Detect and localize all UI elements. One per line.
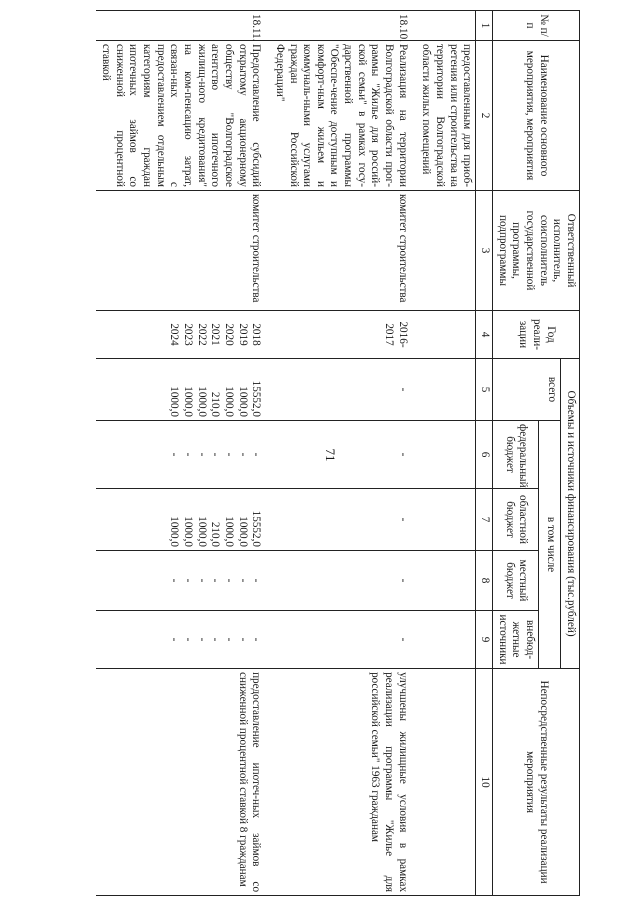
financing-table [96, 10, 580, 896]
row-ext: - - - - - - - [96, 611, 264, 669]
program-table-sheet [100, 10, 580, 895]
row-total: - [264, 359, 411, 421]
header-incl: в том числе [539, 421, 561, 669]
row-name: Реализация на территории Волгоградской области прог-раммы "Жилье для россий-ской семьи" в рамках госу-дарственной программы "Обеспе-чение доступным и комфорт-ным жильем и коммуналь-ными услугами граждан Российской Федерации" [264, 41, 411, 191]
header-year: Год реали-зации [493, 311, 580, 359]
continuation-row [411, 11, 476, 896]
col-number: 6 [476, 421, 493, 489]
row-result: улучшены жилищные условия в рамках реализации программы "Жилье для российской семьи" 1963 гражданам [264, 669, 411, 896]
row-executor: комитет строительства [96, 191, 264, 311]
row-ext: - [264, 611, 411, 669]
col-number: 2 [476, 41, 493, 191]
col-number: 5 [476, 359, 493, 421]
row-name: Предоставление субсидий открытому акционерному обществу "Волгоградское агентство ипотечного жилищ-ного кредитования" на ком-пенсацию затрат, связан-ных с предоставлением отдельным категориям граждан ипотечных займов со сниженной процентной ставкой [96, 41, 264, 191]
row-years: 2018 2019 2020 2021 2022 2023 2024 [96, 311, 264, 359]
header-executor: Ответственный исполнитель, соисполнитель государственной программы, подпрограммы [493, 191, 580, 311]
row-loc: - - - - - - - [96, 551, 264, 611]
column-number-row [476, 11, 493, 896]
header-funding: Объемы и источники финансирования (тыс.рублей) [561, 359, 580, 669]
header-row-1 [561, 11, 580, 896]
row-number: 18.11. [96, 11, 264, 41]
col-number: 8 [476, 551, 493, 611]
col-number: 3 [476, 191, 493, 311]
page-number: 71 [323, 448, 338, 462]
table-row [96, 11, 264, 896]
header-results: Непосредственные результаты реализации мероприятия [493, 669, 580, 896]
header-ext: внебюд-жетные источники [493, 611, 539, 669]
row-reg: 15552,0 1000,0 1000,0 210,0 1000,0 1000,0 1000,0 [96, 489, 264, 551]
row-result: предоставление ипотеч-ных займов со сниженной процентной ставкой 8 гражданам [96, 669, 264, 896]
row-reg: - [264, 489, 411, 551]
header-total: всего [493, 359, 561, 421]
row-total: 15552,0 1000,0 1000,0 210,0 1000,0 1000,0 1000,0 [96, 359, 264, 421]
row-years: 2016-2017 [264, 311, 411, 359]
row-fed: - - - - - - - [96, 421, 264, 489]
col-number: 10 [476, 669, 493, 896]
col-number: 4 [476, 311, 493, 359]
col-number: 9 [476, 611, 493, 669]
table-row [264, 11, 411, 896]
col-number: 1 [476, 11, 493, 41]
continuation-name: предоставленным для приоб-ретения или строительства на территории Волгоградской области жилых помещений [411, 41, 476, 191]
header-name: Наименование основного мероприятия, мероприятия [493, 41, 580, 191]
row-fed: - [264, 421, 411, 489]
header-num: № п/п [493, 11, 580, 41]
header-fed: федеральный бюджет [493, 421, 539, 489]
header-reg: областной бюджет [493, 489, 539, 551]
row-loc: - [264, 551, 411, 611]
row-executor: комитет строительства [264, 191, 411, 311]
row-number: 18.10. [264, 11, 411, 41]
header-loc: местный бюджет [493, 551, 539, 611]
col-number: 7 [476, 489, 493, 551]
